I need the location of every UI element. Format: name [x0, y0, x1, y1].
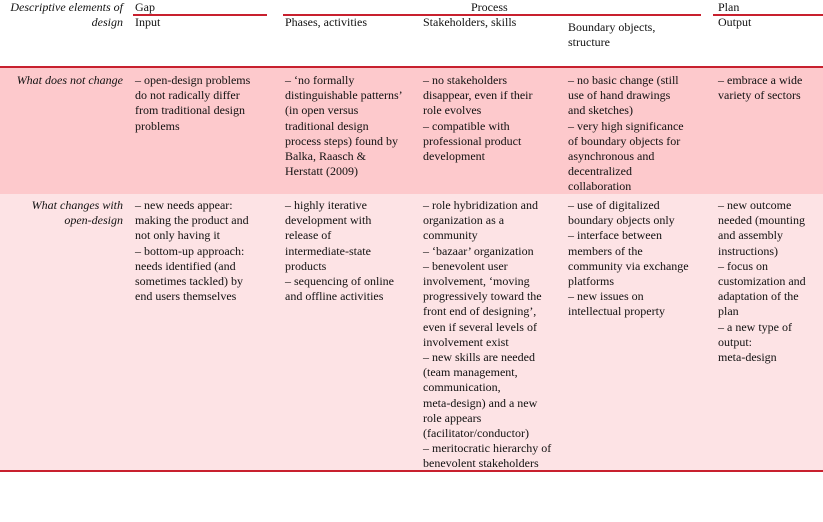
column-header-boundary: Boundary objects, structure	[568, 20, 656, 50]
group-header-process: Process	[471, 0, 508, 14]
header-bottom-rule	[0, 66, 823, 68]
cell-changes-phases: – highly iterative development with release of intermediate-state products – sequencing of online and offline activities	[285, 198, 394, 304]
cell-unchanged-input: – open-design problems do not radically differ from traditional design problems	[135, 73, 251, 133]
column-header-input: Input	[135, 15, 161, 29]
cell-changes-output: – new outcome needed (mounting and assembly instructions) – focus on customization and adaptation of the plan – a new type of output: meta-design	[718, 198, 806, 365]
cell-unchanged-phases: – ‘no formally distinguishable patterns’ (in open versus traditional design process steps) found by Balka, Raasch & Herstatt (2009)	[285, 73, 403, 179]
cell-changes-stakeholders: – role hybridization and organization as a community – ‘bazaar’ organization – benevolent user involvement, ‘moving progressively toward the front end of designing’, even if several levels of involvement exist – new skills are needed (team management, communication, meta-design) and a new role appears (facilitator/conductor) – meritocratic hierarchy of benevolent stakeholders	[423, 198, 552, 471]
column-header-stakeholders: Stakeholders, skills	[423, 15, 517, 29]
row-label-changes: What changes with open-design	[31, 198, 123, 228]
cell-unchanged-stakeholders: – no stakeholders disappear, even if their role evolves – compatible with professional product development	[423, 73, 533, 164]
cell-unchanged-boundary: – no basic change (still use of hand drawings and sketches) – very high significance of boundary objects for asynchronous and decentralized collaboration	[568, 73, 684, 194]
corner-header: Descriptive elements of design	[10, 0, 123, 30]
column-header-phases: Phases, activities	[285, 15, 367, 29]
row-label-unchanged: What does not change	[16, 73, 123, 87]
cell-changes-boundary: – use of digitalized boundary objects only – interface between members of the community via exchange platforms – new issues on intellectual property	[568, 198, 689, 319]
cell-changes-input: – new needs appear: making the product and not only having it – bottom-up approach: needs identified (and sometimes tackled) by end users themselves	[135, 198, 249, 304]
group-header-plan: Plan	[718, 0, 740, 14]
cell-unchanged-output: – embrace a wide variety of sectors	[718, 73, 803, 103]
group-header-gap: Gap	[135, 0, 155, 14]
column-header-output: Output	[718, 15, 752, 29]
table-bottom-rule	[0, 470, 823, 472]
